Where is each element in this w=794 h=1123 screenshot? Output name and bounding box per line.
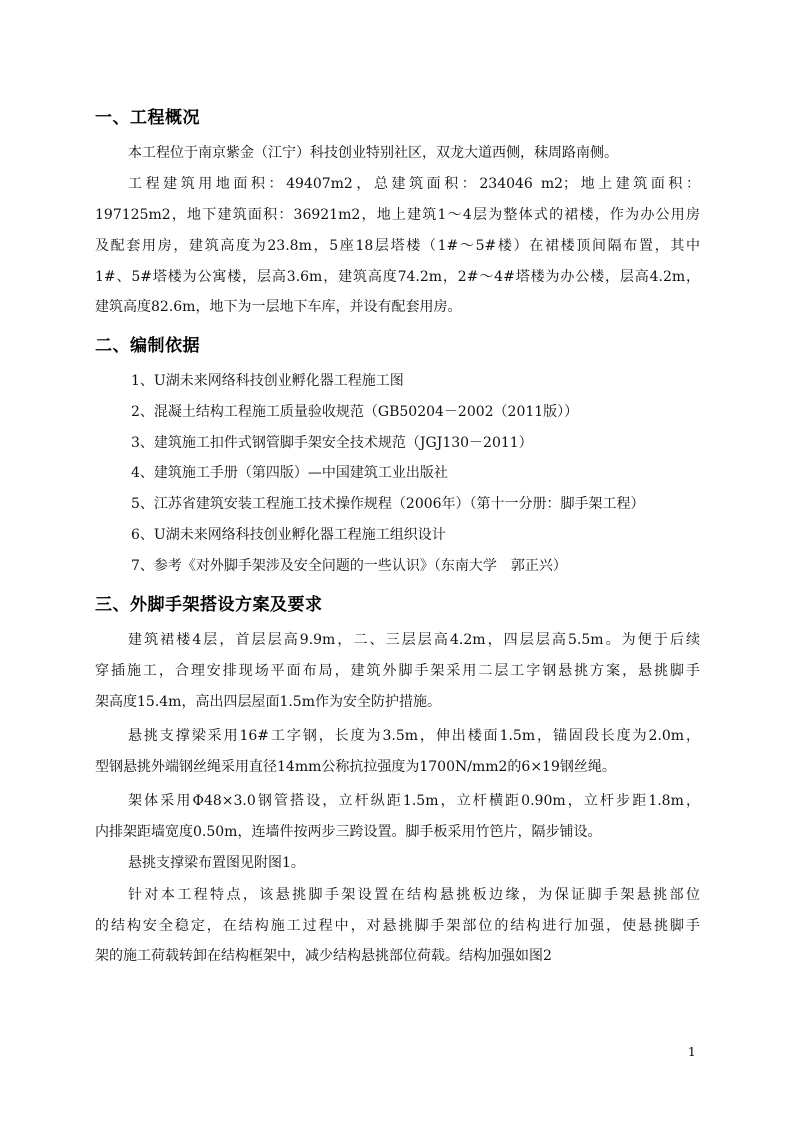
section-3-line-6: 架体采用Φ48×3.0钢管搭设，立杆纵距1.5m，立杆横距0.90m，立杆步距1.8m， (128, 793, 700, 809)
page-number: 1 (688, 1045, 696, 1059)
reference-item-6: 6、U湖未来网络科技创业孵化器工程施工组织设计 (131, 527, 446, 543)
section-3-heading: 三、外脚手架搭设方案及要求 (95, 595, 323, 615)
reference-item-7: 7、参考《对外脚手架涉及安全问题的一些认识》（东南大学 郭正兴） (131, 558, 567, 574)
section-3-line-8: 悬挑支撑梁布置图见附图1。 (128, 855, 305, 871)
section-1-line-2: 工程建筑用地面积：49407m2，总建筑面积：234046 m2；地上建筑面积： (128, 176, 700, 192)
section-3-line-3: 架高度15.4m，高出四层屋面1.5m作为安全防护措施。 (95, 694, 441, 710)
section-3-line-11: 架的施工荷载转卸在结构框架中，减少结构悬挑部位荷载。结构加强如图2 (95, 948, 552, 964)
section-1-line-3: 197125m2，地下建筑面积：36921m2，地上建筑1～4层为整体式的裙楼，作为办公用房 (95, 207, 700, 223)
section-1-line-5: 1#、5#塔楼为公寓楼，层高3.6m，建筑高度74.2m，2#～4#塔楼为办公楼，层高4.2m， (95, 269, 700, 285)
section-1-line-6: 建筑高度82.6m，地下为一层地下车库，并设有配套用房。 (95, 299, 462, 315)
section-3-line-2: 穿插施工，合理安排现场平面布局，建筑外脚手架采用二层工字钢悬挑方案，悬挑脚手 (95, 663, 700, 679)
reference-item-3: 3、建筑施工扣件式钢管脚手架安全技术规范（JGJ130－2011） (131, 435, 533, 451)
reference-item-5: 5、江苏省建筑安装工程施工技术操作规程（2006年）（第十一分册：脚手架工程） (131, 496, 645, 512)
reference-item-2: 2、混凝土结构工程施工质量验收规范（GB50204－2002（2011版）） (131, 404, 579, 420)
section-3-line-7: 内排架距墙宽度0.50m，连墙件按两步三跨设置。脚手板采用竹笆片，隔步铺设。 (95, 824, 602, 840)
section-3-line-4: 悬挑支撑梁采用16#工字钢，长度为3.5m，伸出楼面1.5m，锚固段长度为2.0m， (128, 728, 700, 744)
section-3-line-1: 建筑裙楼4层，首层层高9.9m，二、三层层高4.2m，四层层高5.5m。为便于后续 (128, 632, 700, 648)
section-1-heading: 一、工程概况 (95, 108, 200, 128)
section-3-line-5: 型钢悬挑外端钢丝绳采用直径14mm公称抗拉强度为1700N/mm2的6×19钢丝绳。 (95, 759, 616, 775)
reference-item-4: 4、建筑施工手册（第四版）—中国建筑工业出版社 (131, 465, 448, 481)
section-1-line-4: 及配套用房，建筑高度为23.8m，5座18层塔楼（1#～5#楼）在裙楼顶间隔布置，其中 (95, 238, 700, 254)
reference-item-1: 1、U湖未来网络科技创业孵化器工程施工图 (131, 373, 404, 389)
section-3-line-9: 针对本工程特点，该悬挑脚手架设置在结构悬挑板边缘，为保证脚手架悬挑部位 (128, 887, 700, 903)
section-3-line-10: 的结构安全稳定，在结构施工过程中，对悬挑脚手架部位的结构进行加强，使悬挑脚手 (95, 918, 700, 934)
section-2-heading: 二、编制依据 (95, 336, 200, 356)
section-1-line-1: 本工程位于南京紫金（江宁）科技创业特别社区，双龙大道西侧，秣周路南侧。 (128, 145, 618, 161)
